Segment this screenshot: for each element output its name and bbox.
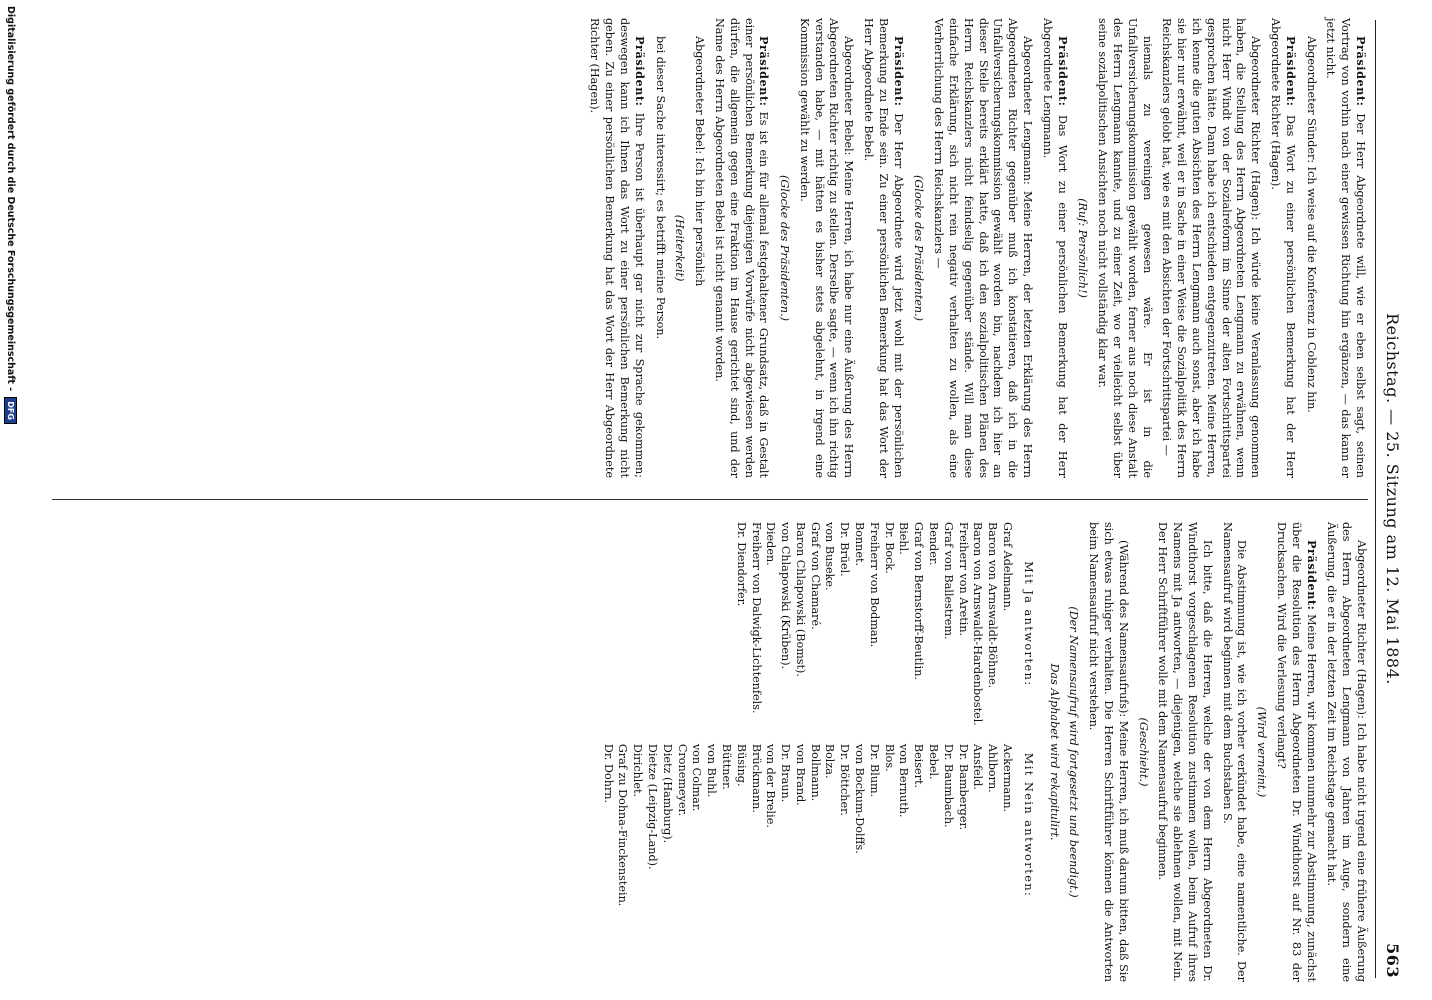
paragraph-text: Der Herr Abgeordnete wird jetzt wohl mit der persönlichen Bemerkung zu Ende sein. Zu einer persönlichen Bemerkung hat das Wort der Herr Abgeordnete Bebel. [862, 18, 905, 479]
member-name: Bolza. [823, 743, 837, 779]
member-name: Büsing. [734, 743, 748, 787]
paragraph-text: Abgeordneter Sünder: Ich weise auf die Konferenz in Coblenz hin. [1304, 36, 1318, 413]
member-name: Baron Chlapowski (Bomst). [793, 522, 807, 677]
page-number: 563 [1383, 943, 1402, 978]
paragraph-text: Das Alphabet wird rekapitulirt. [1047, 663, 1061, 841]
right-paragraphs [1046, 522, 1368, 982]
paragraph [930, 18, 1034, 478]
member-name: Cronemeyer. [675, 743, 689, 817]
paragraph [1303, 18, 1318, 478]
left-column [582, 18, 1368, 478]
paragraph [652, 18, 667, 478]
paragraph-text: Die Abstimmung ist, wie ich vorher verkündet habe, eine namentliche. Der Namensaufruf wird beginnen mit dem Buchstaben S. [1220, 522, 1249, 982]
member-name: Ansfeld. [971, 743, 985, 790]
member-name: von Bockum-Dolffs. [853, 743, 867, 854]
member-name: von Buhl. [705, 743, 719, 798]
member-name: Graf von Chamaré. [808, 522, 822, 630]
nein-list [600, 744, 1014, 907]
member-name: Dietz (Hamburg). [660, 743, 674, 844]
member-name: Büttner. [719, 743, 733, 790]
paragraph [776, 18, 791, 478]
digitization-footer [0, 0, 22, 1000]
member-name: von der Brelie. [764, 743, 778, 828]
member-name: Freiherr von Dalwigk-Lichtenfels. [749, 522, 763, 714]
speaker-label: Präsident: [1304, 540, 1319, 611]
paragraph [691, 18, 706, 478]
speaker-label: Präsident: [757, 36, 772, 107]
member-name: Bollmann. [808, 743, 822, 802]
paragraph [1267, 18, 1298, 478]
paragraph [672, 18, 687, 478]
paragraph [1273, 522, 1318, 982]
nein-heading: Mit Nein antworten: [1021, 752, 1035, 898]
member-name: Ahlborn. [986, 743, 1000, 793]
member-name: Baron von Arnswaldt-Hardenbostel. [971, 522, 985, 726]
page-title: Reichstag. — 25. Sitzung am 12. Mai 1884. [1383, 313, 1402, 685]
member-name: Beisert. [912, 743, 926, 789]
member-name: Dr. Brüel. [838, 522, 852, 577]
right-column [600, 522, 1368, 982]
speaker-label: Präsident: [1354, 36, 1368, 107]
paragraph-text: (Ruf: Persönlich!) [1076, 198, 1090, 298]
vote-lists [600, 522, 1041, 982]
paragraph-text: Ihre Person ist überhaupt gar nicht zur Sprache gekommen; deswegen kann ich Ihnen das Wort zu einer persönlichen Bemerkung nicht geben. Zu einer persönlichen Bemerkung hat das Wort der Herr Abgeordnete Richter (Hagen). [588, 18, 646, 478]
paragraph-text: Das Wort zu einer persönlichen Bemerkung hat der Herr Abgeordnete Lengmann. [1040, 18, 1069, 478]
paragraph-text: (Geschieht.) [1136, 717, 1150, 787]
member-name: Graf Adelmann. [1001, 522, 1015, 612]
member-name: Dieden. [764, 522, 778, 566]
member-name: Freiherr von Bodman. [867, 522, 881, 648]
paragraph [1066, 522, 1081, 982]
paragraph [860, 18, 905, 478]
paragraph-text: Es ist ein für allemal festgehaltener Grundsatz, daß in Gestalt einer persönlichen Bemerkung diejenigen Vorwürfe nicht abgewiesen werden dürfen, die allgemein gegen eine Fraktion im Hause gerichtet sind, und der Name des Herrn Abgeordneten Bebel ist nicht genannt worden. [712, 18, 771, 478]
paragraph-text: Abgeordneter Bebel: Ich bin hier persönlich [693, 36, 707, 287]
paragraph-text: Der Herr Abgeordnete will, wie er eben selbst sagt, seinen Vortrag von vorhin nach einer gewissen Richtung hin ergänzen, — das kann er jetzt nicht. [1324, 18, 1367, 478]
member-name: Baron von Arnswaldt-Böhme. [986, 522, 1000, 689]
member-name: Dr. Bock. [882, 522, 896, 574]
paragraph [1135, 522, 1150, 982]
member-name: Dr. Blum. [867, 743, 881, 798]
page-header [1375, 20, 1404, 978]
paragraph-text: niemals zu vereinigen gewesen wäre. Er ist in die Unfallversicherungskommission gewählt worden, ferner aus noch diese Anstalt des Herrn Lengmann kannte, und zu einer Zeit, wo er vielleicht selbst über seine sozialpolitischen Ansichten noch nicht vollständig klar war. [1096, 18, 1154, 478]
paragraph-text: (Heiterkeit) [673, 214, 687, 282]
paragraph-text: (Wird verneint.) [1255, 706, 1269, 798]
member-name: Dirichlet. [631, 743, 645, 798]
footer-text: Digitalisierung gefördert durch die Deutsche Forschungsgemeinschaft - [5, 6, 17, 392]
member-name: Dr. Baumbach. [941, 743, 955, 828]
speaker-label: Präsident: [632, 36, 647, 107]
paragraph-text: (Der Namensaufruf wird fortgesetzt und beendigt.) [1067, 606, 1081, 898]
member-name: Dr. Böttcher. [838, 743, 852, 816]
paragraph [796, 18, 855, 478]
paragraph [587, 18, 647, 478]
ja-list [733, 522, 1014, 726]
paragraph-text: Das Wort zu einer persönlichen Bemerkung hat der Herr Abgeordnete Richter (Hagen). [1269, 18, 1297, 478]
member-name: Biehl. [897, 522, 911, 555]
member-name: Graf von Bernstorff-Beutlin. [912, 522, 926, 680]
paragraph-text: (Glocke des Präsidenten.) [912, 174, 926, 321]
member-name: von Buseke. [823, 522, 837, 591]
dfg-logo: DFG [5, 397, 18, 424]
speaker-label: Präsident: [891, 36, 906, 107]
member-name: Dietze (Leipzig-Land). [645, 743, 659, 870]
member-name: von Colmar. [690, 743, 704, 812]
paragraph [1075, 18, 1090, 478]
member-name: Brückmann. [749, 743, 763, 813]
member-name: Dr. Dohrn. [601, 743, 615, 804]
paragraph [1046, 522, 1061, 982]
member-name: von Chlapowski (Krüben). [779, 522, 793, 670]
member-name: Ackermann. [1001, 743, 1015, 813]
paragraph-text: Ich bitte, daß die Herren, welche der von dem Herrn Abgeordneten Dr. Windthorst vorgeschlagenen Resolution zustimmen wollen, beim Aufruf ihres Namens mit Ja antworten, — diejenigen, welche sie ablehnen wollen, mit Nein. Der Herr Schriftführer wolle mit dem Namensaufruf beginnen. [1156, 522, 1214, 982]
member-name: von Brand. [793, 743, 807, 806]
paragraph [1159, 18, 1263, 478]
member-name: Dr. Bamberger. [956, 743, 970, 831]
paragraph-text: bei dieser Sache interessirt; es betrifft meine Person. [653, 36, 667, 340]
member-name: Freiherr von Aretin. [956, 522, 970, 637]
member-name: Bonnet. [853, 522, 867, 567]
member-name: Graf zu Dohna-Finckenstein. [616, 743, 630, 907]
paragraph [1085, 522, 1129, 982]
paragraph-text: Abgeordneter Bebel: Meine Herren, ich habe nur eine Äußerung des Herrn Abgeordneten Richter richtig zu stellen. Derselbe sagte, — wenn ich ihn richtig verstanden habe, — mit hätten es bisher stets abgelehnt, in irgend eine Kommission gewählt zu werden. [797, 18, 856, 478]
member-name: Bebel. [927, 743, 941, 780]
paragraph [1094, 18, 1153, 478]
paragraph [1253, 522, 1268, 982]
paragraph-text: Abgeordneter Richter (Hagen): Ich würde keine Veranlassung genommen haben, die Stellung des Herrn Abgeordneten Lengmann zu erwähnen, wenn nicht Herr Windt von der Sozialreform im Sinne der alten Fortschrittspartei gesprochen hätte. Dann habe ich entschieden entgegenzutreten. Meine Herren, ich kenne die guten Absichten des Herrn Lengmann auch sonst, aber ich habe sie hier nur erwähnt, weil er in Sache in einer Weise die Sozialpolitik des Herrn Reichskanzlers gelobt hat, wie es mit den Absichten der Fortschrittspartei — [1160, 18, 1263, 478]
paragraph-text: (Glocke des Präsidenten.) [778, 174, 792, 321]
paragraph [1219, 522, 1249, 982]
speaker-label: Präsident: [1283, 36, 1298, 107]
paragraph [1323, 18, 1368, 478]
speaker-label: Präsident: [1055, 36, 1070, 107]
member-name: Bender. [927, 522, 941, 566]
paragraph [1324, 522, 1368, 982]
member-name: von Bernuth. [897, 743, 911, 818]
paragraph [911, 18, 926, 478]
member-name: Dr. Diendorfer. [734, 522, 748, 607]
member-name: Dr. Braun. [779, 743, 793, 803]
member-name: Blos. [882, 743, 896, 772]
column-divider [52, 499, 1368, 500]
paragraph-text: Abgeordneter Richter (Hagen): Ich habe nicht irgend eine frühere Äußerung des Herrn Abgeordneten Lengmann von Jahren im Auge, sondern eine Äußerung, die er in der letzten Zeit im Reichstage gemacht hat. [1325, 522, 1368, 982]
ja-heading: Mit Ja antworten: [1021, 561, 1035, 687]
paragraph-text: (Während des Namensaufrufs): Meine Herren, ich muß darum bitten, daß Sie sich etwas ruhiger verhalten. Die Herren Schriftführer können die Antworten beim Namensaufruf nicht verstehen. [1087, 522, 1130, 982]
paragraph-text: Abgeordneter Lengmann: Meine Herren, der letzten Erklärung des Herrn Abgeordneten Richter gegenüber muß ich konstatieren, daß ich in die Unfallversicherungskommission gewählt worden bin, nachdem ich hier an dieser Stelle bereits erklärt hatte, daß ich den sozialpolitischen Plänen des Herrn Reichskanzlers nicht feindselig gegenüber stände. Will man diese einfache Erklärung, sich nicht rein negativ verhalten zu wollen, als eine Verherrlichung des Herrn Reichskanzlers — [932, 18, 1035, 478]
paragraph [1039, 18, 1070, 478]
paragraph [1155, 522, 1214, 982]
paragraph [711, 18, 771, 478]
paragraph-text: Meine Herren, wir kommen nunmehr zur Abstimmung, zunächst über die Resolution des Herrn Abgeordneten Dr. Windthorst auf Nr. 83 der Drucksachen. Wird die Verlesung verlangt? [1275, 522, 1318, 982]
member-name: Graf von Ballestrem. [941, 522, 955, 640]
